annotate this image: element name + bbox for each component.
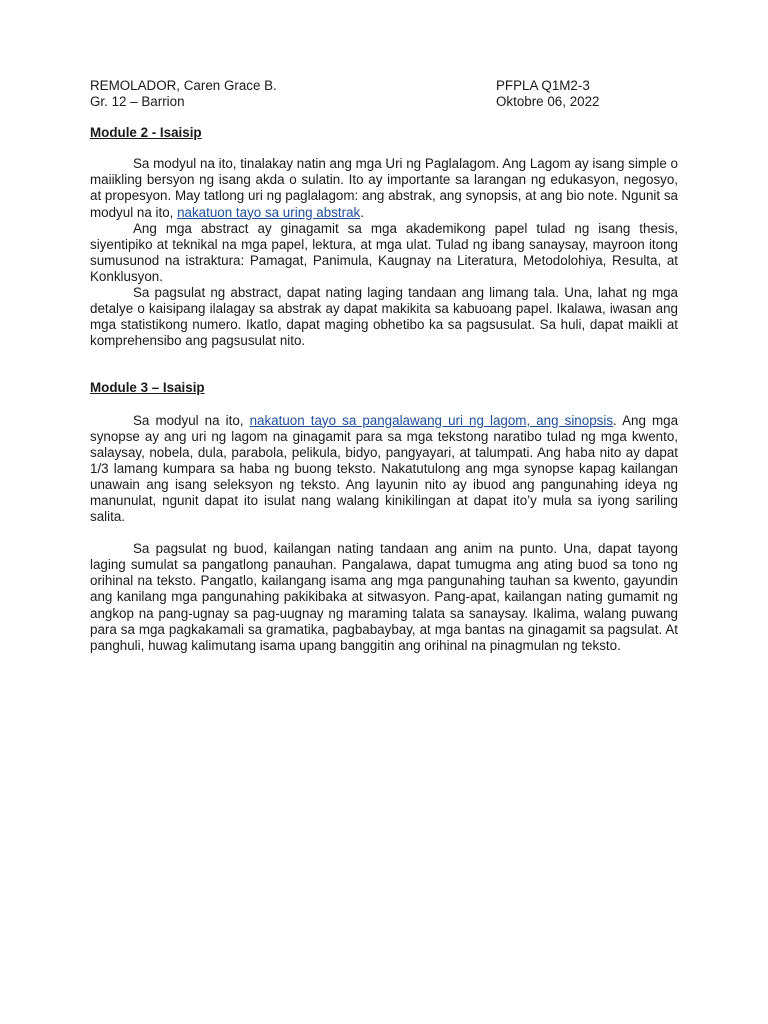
module-2-paragraph-1 [90, 156, 678, 220]
module-2-abstrak-link[interactable]: nakatuon tayo sa uring abstrak [177, 204, 361, 220]
document-page [90, 78, 678, 654]
subject-code: PFPLA Q1M2-3 [496, 78, 590, 93]
document-header [90, 78, 678, 110]
module-3-paragraph-2: Sa pagsulat ng buod, kailangan nating tandaan ang anim na punto. Una, dapat tayong laging sumulat sa pangatlong panauhan. Pangalawa, dapat tumugma ang ating buod sa tono ng orihinal na teksto. Pangatlo, kailangang isama ang mga pangunahing tauhan sa kwento, gayundin ang kanilang mga pangunahing pakikibaka at sitwasyon. Pang-apat, kailangan nating gumamit ng angkop na pang-ugnay sa pag-uugnay ng maraming talata sa sanaysay. Ikalima, walang puwang para sa mga pagkakamali sa gramatika, pagbabaybay, at mga bantas na ginagamit sa pagsulat. At panghuli, huwag kalimutang isama upang banggitin ang orihinal na pinagmulan ng teksto. [90, 541, 678, 653]
grade-section: Gr. 12 – Barrion [90, 94, 185, 110]
module-2-paragraph-1-text: Sa modyul na ito, tinalakay natin ang mga Uri ng Paglalagom. Ang Lagom ay isang simple o maiikling bersyon ng isang akda o sulatin. Ito ay importante sa larangan ng edukasyon, negosyo, at propesyon. May tatlong uri ng paglalagom: ang abstrak, ang synopsis, at ang bio note. Ngunit sa modyul na ito, [90, 156, 678, 220]
module-2-body [90, 156, 678, 349]
module-2-paragraph-3: Sa pagsulat ng abstract, dapat nating laging tandaan ang limang tala. Una, lahat ng mga detalye o kaisipang ilalagay sa abstrak ay dapat makikita sa kabuoang papel. Ikalawa, iwasan ang mga statistikong numero. Ikatlo, dapat maging obhetibo ka sa pagsusulat. Sa huli, dapat maikli at komprehensibo ang pagsusulat nito. [90, 285, 678, 349]
subject-info [496, 78, 678, 110]
module-2-paragraph-2: Ang mga abstract ay ginagamit sa mga akademikong papel tulad ng isang thesis, siyentipiko at teknikal na mga papel, lektura, at mga ulat. Tulad ng ibang sanaysay, mayroon itong sumusunod na istraktura: Pamagat, Panimula, Kaugnay na Literatura, Metodolohiya, Resulta, at Konklusyon. [90, 220, 678, 284]
module-3-paragraph-1-start: Sa modyul na ito, [133, 412, 250, 428]
document-date: Oktobre 06, 2022 [496, 94, 600, 110]
module-2-paragraph-1-end: . [360, 204, 364, 220]
module-3-paragraph-1-text: . Ang mga synopse ay ang uri ng lagom na ginagamit para sa mga tekstong naratibo tulad ng mga kwento, salaysay, nobela, dula, parabola, pelikula, bidyo, pangyayari, at talumpati. Ang haba nito ay dapat 1/3 lamang kumpara sa haba ng buong teksto. Nakatutulong ang mga synopse kapag kailangan unawain ang isang seleksyon ng teksto. Ang layunin nito ay ibuod ang pangunahing ideya ng manunulat, ngunit dapat ito isulat nang walang kinikilingan at dapat ito’y mula sa iyong sariling salita. [90, 412, 679, 525]
module-3-sinopsis-link[interactable]: nakatuon tayo sa pangalawang uri ng lagom, ang sinopsis [249, 412, 614, 428]
module-3-body [90, 413, 678, 654]
student-name: REMOLADOR, Caren Grace B. [90, 78, 277, 93]
module-2-heading: Module 2 - Isaisip [90, 125, 202, 141]
module-3-heading: Module 3 – Isaisip [90, 380, 205, 396]
student-info [90, 78, 277, 110]
module-3-paragraph-1 [90, 413, 678, 526]
